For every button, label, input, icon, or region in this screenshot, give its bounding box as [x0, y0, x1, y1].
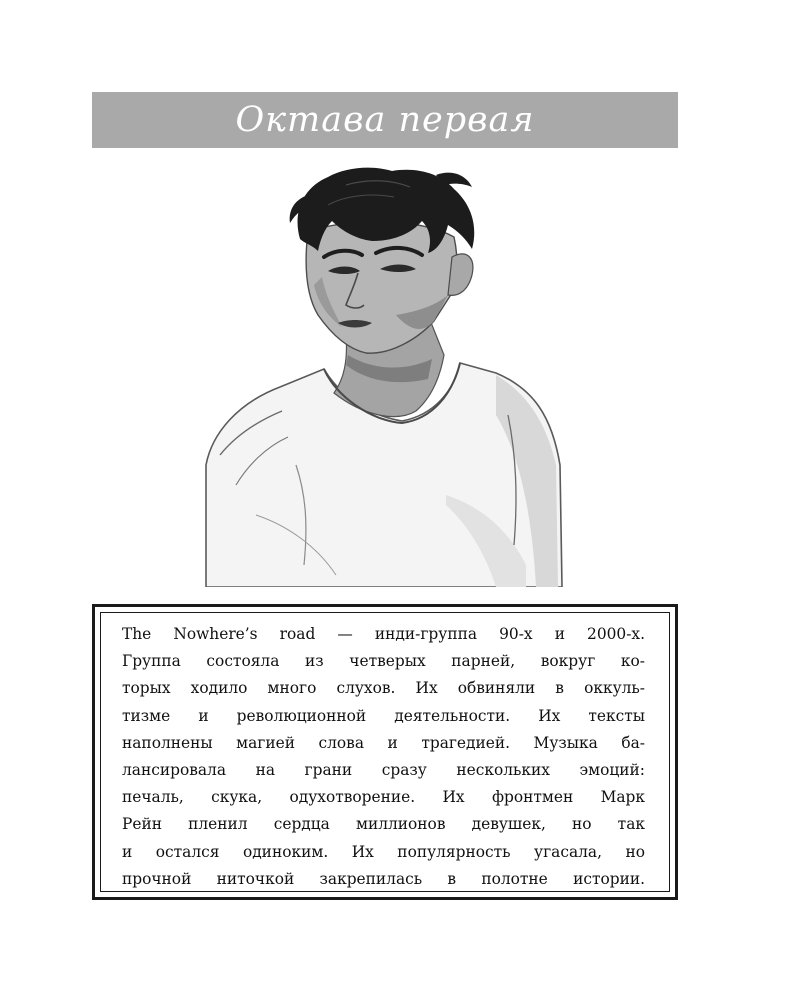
blurb-line: и остался одиноким. Их популярность угасала, но [122, 842, 645, 861]
blurb-line: прочной ниточкой закрепилась в полотне истории. [122, 869, 645, 888]
chapter-banner [92, 92, 678, 148]
portrait-illustration [196, 165, 568, 587]
blurb-line: лансировала на грани сразу нескольких эмоций: [122, 761, 645, 780]
blurb-line: The Nowhere’s road — инди-группа 90-х и 2000-х. [122, 625, 645, 643]
chapter-title: Октава первая [235, 100, 535, 140]
blurb-frame [92, 604, 678, 900]
blurb-line: Группа состояла из четверых парней, вокруг ко- [122, 652, 645, 671]
blurb-line: печаль, скука, одухотворение. Их фронтмен Марк [122, 788, 645, 807]
blurb-line: наполнены магией слова и трагедией. Музыка ба- [122, 733, 645, 752]
blurb-line: торых ходило много слухов. Их обвиняли в оккуль- [122, 679, 645, 698]
blurb-text [122, 621, 645, 893]
blurb-line: тизме и революционной деятельности. Их тексты [122, 706, 645, 725]
ear [448, 254, 473, 295]
blurb-line: Рейн пленил сердца миллионов девушек, но так [122, 815, 645, 834]
